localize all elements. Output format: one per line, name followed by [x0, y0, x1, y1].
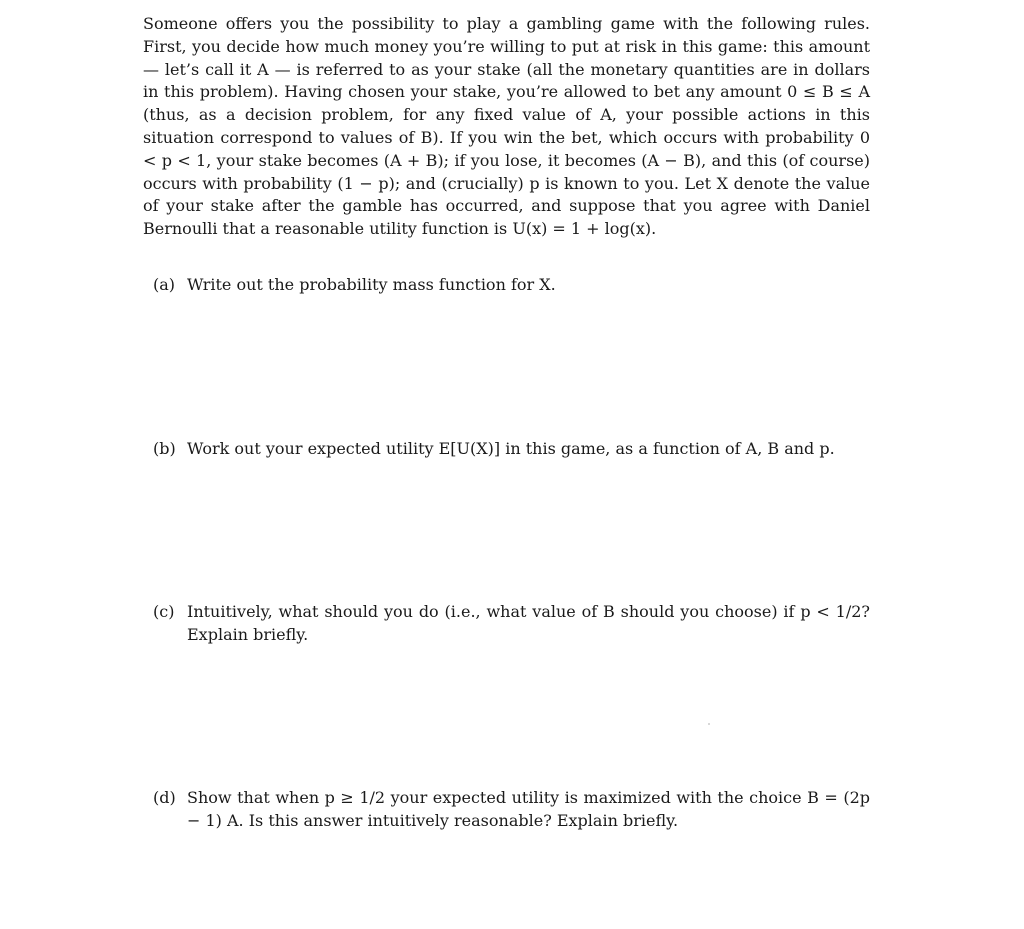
- part-a-text: Write out the probability mass function for X.: [187, 275, 556, 294]
- part-d-text: Show that when p ≥ 1/2 your expected utility is maximized with the choice B = (2p − 1) A. Is this answer intuitively reasonable? Explain briefly.: [187, 788, 870, 830]
- part-d-label: (d): [153, 788, 176, 807]
- problem-statement: Someone offers you the possibility to play a gambling game with the following rules. First, you decide how much money you’re willing to put at risk in this game: this amount — let’s call it A — is referred to as your stake (all the monetary quantities are in dollars in this problem). Having chosen your stake, you’re allowed to bet any amount 0 ≤ B ≤ A (thus, as a decision problem, for any fixed value of A, your possible actions in this situation correspond to values of B). If you win the bet, which occurs with probability 0 < p < 1, your stake becomes (A + B); if you lose, it becomes (A − B), and this (of course) occurs with probability (1 − p); and (crucially) p is known to you. Let X denote the value of your stake after the gamble has occurred, and suppose that you agree with Daniel Bernoulli that a reasonable utility function is U(x) = 1 + log(x).: [143, 14, 870, 239]
- question-part-a: [153, 274, 870, 297]
- question-part-c: [153, 601, 870, 647]
- part-c-label: (c): [153, 602, 175, 621]
- scan-speck: [708, 723, 710, 725]
- part-a-label: (a): [153, 275, 176, 294]
- part-b-label: (b): [153, 439, 176, 458]
- part-b-text: Work out your expected utility E[U(X)] in this game, as a function of A, B and p.: [187, 439, 835, 458]
- part-c-text: Intuitively, what should you do (i.e., what value of B should you choose) if p < 1/2? Explain briefly.: [187, 602, 870, 644]
- question-part-d: [153, 787, 870, 833]
- question-part-b: [153, 438, 870, 461]
